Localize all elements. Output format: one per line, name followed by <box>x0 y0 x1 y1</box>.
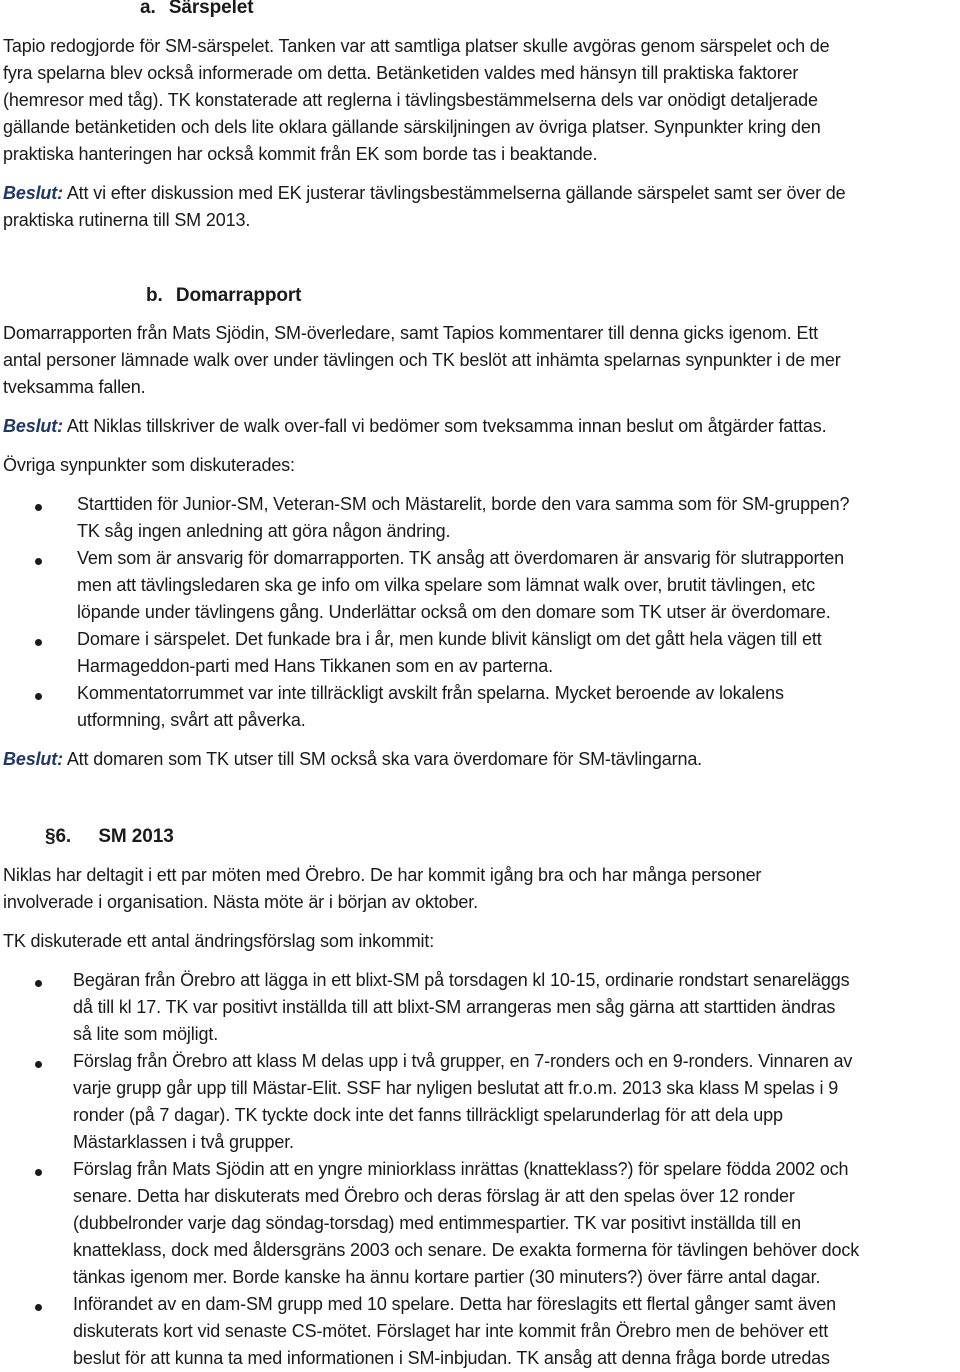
section-b-heading: b. Domarrapport <box>146 285 302 306</box>
sec-b-bullet2-line3: löpande under tävlingens gång. Underlättar också om den domare som TK utser är överdomare. <box>77 602 831 622</box>
sec-a-beslut: Beslut: Att vi efter diskussion med EK justerar tävlingsbestämmelserna gällande särspelet samt ser över de <box>3 183 846 203</box>
sec-6-p1-line1: Niklas har deltagit i ett par möten med Örebro. De har kommit igång bra och har många personer <box>3 865 762 885</box>
bullet-icon <box>35 558 42 565</box>
bullet-icon <box>35 693 42 700</box>
bullet-icon <box>35 1169 42 1176</box>
sec-b-p1-line3: tveksamma fallen. <box>3 377 146 397</box>
sec-6-bullet3-line3: (dubbelronder varje dag söndag-torsdag) med entimmespartier. TK var positivt inställda till en <box>73 1213 801 1233</box>
sec-a-p1-line2: fyra spelarna blev också informerade om detta. Betänketiden valdes med hänsyn till praktiska faktorer <box>3 63 799 83</box>
sec-6-bullet4-line2: diskuterats kort vid senaste CS-mötet. Förslaget har inte kommit från Örebro men de behöver ett <box>73 1321 829 1341</box>
sec-6-bullet4-line1: Införandet av en dam-SM grupp med 10 spelare. Detta har föreslagits ett flertal gånger samt även <box>73 1294 837 1314</box>
sec-b-beslut2: Beslut: Att domaren som TK utser till SM också ska vara överdomare för SM-tävlingarna. <box>3 749 703 769</box>
bullet-icon <box>35 1061 42 1068</box>
sec-6-bullet1-line3: så lite som möjligt. <box>73 1024 219 1044</box>
sec-6-bullet2-line3: ronder (på 7 dagar). TK tyckte dock inte det fanns tillräckligt spelarunderlag för att dela upp <box>73 1105 783 1125</box>
sec-b-bullet2-line1: Vem som är ansvarig för domarrapporten. TK ansåg att överdomaren är ansvarig för slutrapporten <box>77 548 844 568</box>
bullet-icon <box>35 504 42 511</box>
sec-6-bullet1-line2: då till kl 17. TK var positivt inställda till att blixt-SM arrangeras men såg gärna att starttiden ändras <box>73 997 836 1017</box>
bullet-icon <box>35 980 42 987</box>
sec-6-p1-line2: involverade i organisation. Nästa möte är i början av oktober. <box>3 892 478 912</box>
sec-b-bullet1-line2: TK såg ingen anledning att göra någon ändring. <box>77 521 451 541</box>
sec-b-beslut: Beslut: Att Niklas tillskriver de walk over-fall vi bedömer som tveksamma innan beslut om åtgärder fattas. <box>3 416 827 436</box>
sec-b-bullet4-line1: Kommentatorrummet var inte tillräckligt avskilt från spelarna. Mycket beroende av lokalens <box>77 683 784 703</box>
sec-b-bullet4-line2: utformning, svårt att påverka. <box>77 710 306 730</box>
sec-6-bullet3-line1: Förslag från Mats Sjödin att en yngre miniorklass inrättas (knatteklass?) för spelare födda 2002 och <box>73 1159 849 1179</box>
bullet-icon <box>35 639 42 646</box>
sec-b-p1-line2: antal personer lämnade walk over under tävlingen och TK beslöt att inhämta spelarnas synpunkter i de mer <box>3 350 841 370</box>
beslut-label: Beslut: <box>3 416 63 436</box>
sec-6-bullet2-line4: Mästarklassen i två grupper. <box>73 1132 294 1152</box>
sec-b-bullet1-line1: Starttiden för Junior-SM, Veteran-SM och Mästarelit, borde den vara samma som för SM-gruppen? <box>77 494 850 514</box>
sec-6-bullet3-line4: knatteklass, dock med åldersgräns 2003 och senare. De exakta formerna för tävlingen behöver dock <box>73 1240 860 1260</box>
sec-6-bullet1-line1: Begäran från Örebro att lägga in ett blixt-SM på torsdagen kl 10-15, ordinarie rondstart senareläggs <box>73 970 850 990</box>
sec-b-ovriga: Övriga synpunkter som diskuterades: <box>3 455 295 475</box>
sec-6-bullet2-line1: Förslag från Örebro att klass M delas upp i två grupper, en 7-ronders och en 9-ronders. Vinnaren av <box>73 1051 853 1071</box>
sec-a-p1-line4: gällande betänketiden och dels lite oklara gällande särskiljningen av övriga platser. Synpunkter kring den <box>3 117 821 137</box>
section-a-heading: a. Särspelet <box>140 0 254 18</box>
sec-a-beslut-line2: praktiska rutinerna till SM 2013. <box>3 210 251 230</box>
sec-6-p2: TK diskuterade ett antal ändringsförslag som inkommit: <box>3 931 435 951</box>
sec-a-p1-line3: (hemresor med tåg). TK konstaterade att reglerna i tävlingsbestämmelserna dels var onödigt detaljerade <box>3 90 818 110</box>
section-6-heading: §6. SM 2013 <box>45 826 174 847</box>
beslut-label: Beslut: <box>3 749 63 769</box>
sec-6-bullet4-line3: beslut för att kunna ta med informationen i SM-inbjudan. TK ansåg att denna fråga borde utredas <box>73 1348 830 1368</box>
sec-6-bullet2-line2: varje grupp går upp till Mästar-Elit. SSF har nyligen beslutat att fr.o.m. 2013 ska klass M spelas i 9 <box>73 1078 839 1098</box>
sec-a-p1-line5: praktiska hanteringen har också kommit från EK som borde tas i beaktande. <box>3 144 598 164</box>
sec-a-p1-line1: Tapio redogjorde för SM-särspelet. Tanken var att samtliga platser skulle avgöras genom särspelet och de <box>3 36 830 56</box>
sec-6-bullet3-line2: senare. Detta har diskuterats med Örebro och deras förslag är att den spelas över 12 ronder <box>73 1186 795 1206</box>
sec-b-p1-line1: Domarrapporten från Mats Sjödin, SM-överledare, samt Tapios kommentarer till denna gicks igenom. Ett <box>3 323 819 343</box>
sec-6-bullet3-line5: tänkas igenom mer. Borde kanske ha ännu kortare partier (30 minuters?) över färre antal dagar. <box>73 1267 821 1287</box>
beslut-label: Beslut: <box>3 183 63 203</box>
bullet-icon <box>35 1304 42 1311</box>
sec-b-bullet3-line2: Harmageddon-parti med Hans Tikkanen som en av parterna. <box>77 656 554 676</box>
sec-b-bullet2-line2: men att tävlingsledaren ska ge info om vilka spelare som lämnat walk over, brutit tävlingen, etc <box>77 575 815 595</box>
sec-b-bullet3-line1: Domare i särspelet. Det funkade bra i år, men kunde blivit känsligt om det gått hela vägen till ett <box>77 629 822 649</box>
